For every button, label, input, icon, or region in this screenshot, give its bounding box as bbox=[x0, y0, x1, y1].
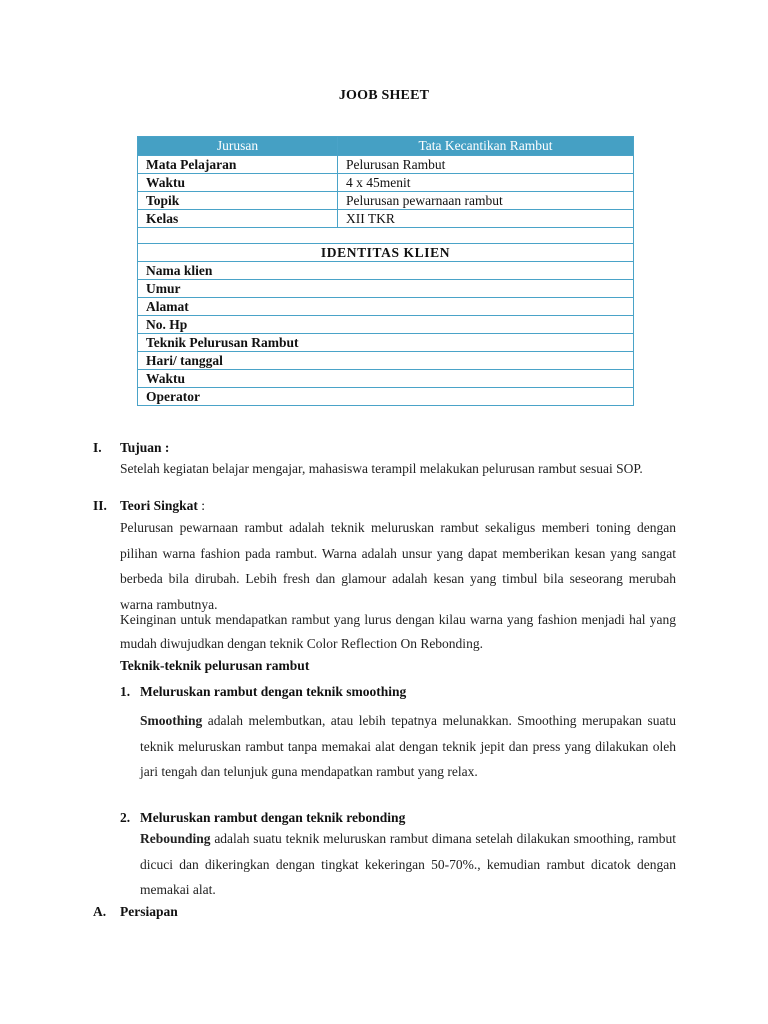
row-label: Waktu bbox=[138, 174, 338, 192]
table-row bbox=[138, 210, 634, 228]
tujuan-text: Setelah kegiatan belajar mengajar, mahasiswa terampil melakukan pelurusan rambut sesuai SOP. bbox=[120, 461, 643, 476]
row-label: Mata Pelajaran bbox=[138, 156, 338, 174]
rebonding-paragraph bbox=[140, 826, 676, 903]
client-field-label: No. Hp bbox=[138, 316, 634, 334]
section-number: A. bbox=[93, 904, 107, 919]
row-value: Pelurusan Rambut bbox=[338, 156, 634, 174]
term-smoothing: Smoothing bbox=[140, 713, 203, 728]
smoothing-text: adalah melembutkan, atau lebih tepatnya melunakkan. Smoothing merupakan suatu teknik meluruskan rambut tanpa memakai alat dengan teknik jepit dan press yang dilakukan oleh jari tengah dan telunjuk guna mendapatkan rambut yang relax. bbox=[140, 713, 676, 779]
client-field-row bbox=[138, 316, 634, 334]
term-rebounding: Rebounding bbox=[140, 831, 211, 846]
table-blank-row bbox=[138, 228, 634, 244]
row-label: Kelas bbox=[138, 210, 338, 228]
section-heading-tujuan: Tujuan : bbox=[120, 440, 170, 455]
client-field-label: Waktu bbox=[138, 370, 634, 388]
client-field-label: Umur bbox=[138, 280, 634, 298]
item-number: 2. bbox=[120, 810, 131, 825]
teknik-subheading: Teknik-teknik pelurusan rambut bbox=[120, 658, 310, 673]
teori-paragraph-1: Pelurusan pewarnaan rambut adalah teknik meluruskan rambut sekaligus memberi toning dengan pilihan warna fashion pada rambut. Warna adalah unsur yang dapat memberikan kesan yang sangat berbeda bila dirubah. Lebih fresh dan glamour adalah kesan yang timbul bila seseorang merubah warna rambutnya. bbox=[120, 520, 676, 612]
table-section-row bbox=[138, 244, 634, 262]
info-table bbox=[137, 136, 634, 406]
table-row bbox=[138, 192, 634, 210]
table-row bbox=[138, 156, 634, 174]
section-heading-persiapan: Persiapan bbox=[120, 904, 178, 919]
blank-cell bbox=[138, 228, 634, 244]
client-field-row bbox=[138, 352, 634, 370]
client-field-row bbox=[138, 370, 634, 388]
row-value: XII TKR bbox=[338, 210, 634, 228]
smoothing-paragraph bbox=[140, 708, 676, 785]
client-field-row bbox=[138, 298, 634, 316]
rebonding-text: adalah suatu teknik meluruskan rambut dimana setelah dilakukan smoothing, rambut dicuci dan dikeringkan dengan tingkat kekeringan 50-70%., kemudian rambut dicatok dengan memakai alat. bbox=[140, 831, 676, 897]
section-number: II. bbox=[93, 498, 107, 513]
client-field-row bbox=[138, 262, 634, 280]
client-field-row bbox=[138, 334, 634, 352]
client-field-label: Hari/ tanggal bbox=[138, 352, 634, 370]
teori-paragraph-2: Keinginan untuk mendapatkan rambut yang lurus dengan kilau warna yang fashion menjadi hal yang mudah diwujudkan dengan teknik Color Reflection On Rebonding. bbox=[120, 612, 676, 651]
client-field-label: Operator bbox=[138, 388, 634, 406]
header-label: Jurusan bbox=[138, 137, 338, 156]
document-title: JOOB SHEET bbox=[338, 88, 430, 103]
table-header-row bbox=[138, 137, 634, 156]
client-field-label: Alamat bbox=[138, 298, 634, 316]
header-value: Tata Kecantikan Rambut bbox=[338, 137, 634, 156]
row-value: Pelurusan pewarnaan rambut bbox=[338, 192, 634, 210]
client-field-label: Teknik Pelurusan Rambut bbox=[138, 334, 634, 352]
teori-heading-text: Teori Singkat bbox=[120, 498, 198, 513]
row-value: 4 x 45menit bbox=[338, 174, 634, 192]
item-title-smoothing: Meluruskan rambut dengan teknik smoothing bbox=[140, 684, 407, 699]
client-field-row bbox=[138, 388, 634, 406]
table-row bbox=[138, 174, 634, 192]
row-label: Topik bbox=[138, 192, 338, 210]
item-title-rebonding: Meluruskan rambut dengan teknik rebonding bbox=[140, 810, 406, 825]
client-field-label: Nama klien bbox=[138, 262, 634, 280]
section-title: IDENTITAS KLIEN bbox=[138, 244, 634, 262]
client-field-row bbox=[138, 280, 634, 298]
section-heading-teori bbox=[120, 498, 205, 514]
section-number: I. bbox=[93, 440, 102, 455]
item-number: 1. bbox=[120, 684, 131, 699]
teori-heading-suffix: : bbox=[197, 498, 206, 513]
